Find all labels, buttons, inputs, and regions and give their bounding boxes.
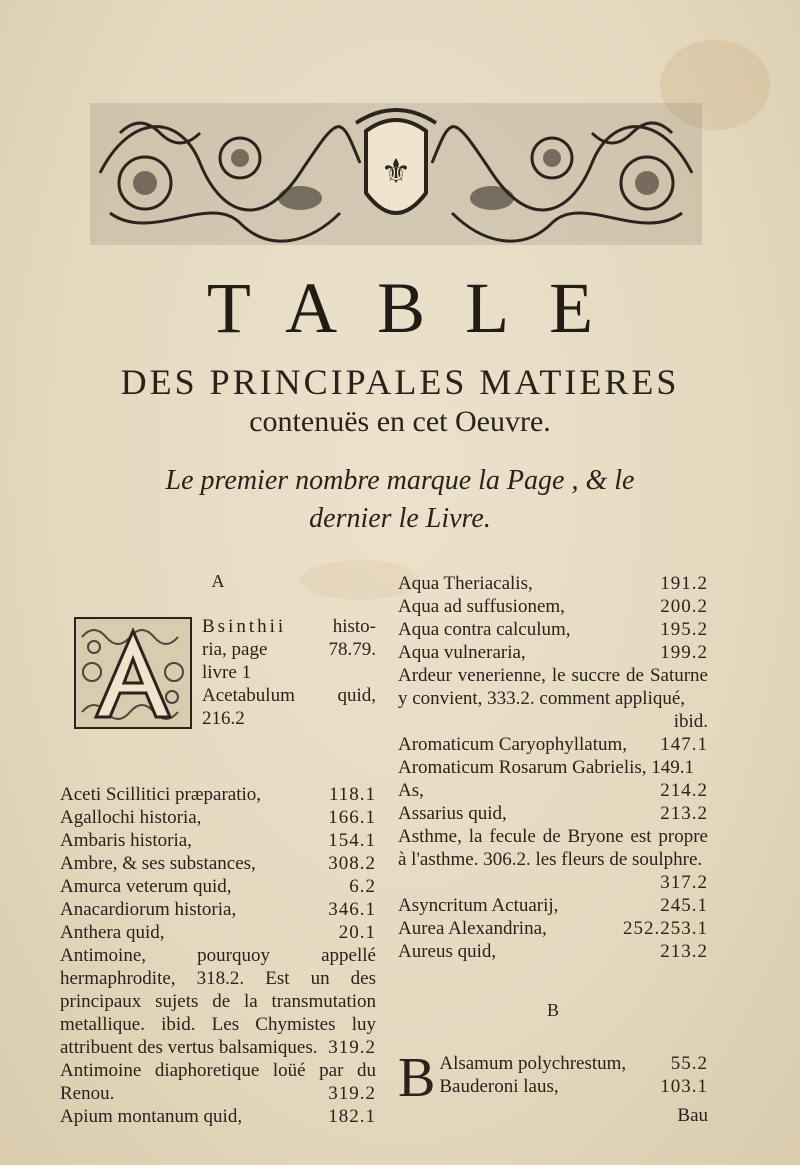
index-entry: Asyncritum Actuarij, 245.1: [398, 895, 708, 916]
index-entry-antimoine-diaphoretique: Antimoine diaphoretique loüé par du Renou. 319.2: [60, 1060, 376, 1104]
index-entry: Aqua vulneraria, 199.2: [398, 642, 708, 663]
index-entry: Amurca veterum quid, 6.2: [60, 876, 376, 897]
index-entry-asthme: Asthme, la fecule de Bryone est propre à l'asthme. 306.2. les fleurs de soulphre. 317.2: [398, 826, 708, 893]
catchword: Bau: [677, 1105, 708, 1126]
note: [90, 462, 710, 538]
section-b-block: [398, 1047, 708, 1127]
index-entry: As, 214.2: [398, 780, 708, 801]
index-entry: Aqua ad suffusionem, 200.2: [398, 596, 708, 617]
dropcap-line: ria, page 78.79.: [202, 639, 376, 660]
ornamental-headpiece: [90, 103, 702, 245]
page-title: TABLE: [206, 268, 634, 348]
index-entry: Apium montanum quid, 182.1: [60, 1106, 376, 1127]
dropcap-block: [60, 615, 376, 783]
index-entry-ardeur: Ardeur venerienne, le succre de Saturne y convient, 333.2. comment appliqué, ibid.: [398, 665, 708, 732]
index-entry: Assarius quid, 213.2: [398, 803, 708, 824]
svg-text:⚜: ⚜: [380, 152, 412, 192]
subtitle: DES PRINCIPALES MATIERES: [120, 362, 680, 402]
index-entry: Aurea Alexandrina, 252.253.1: [398, 918, 708, 939]
right-column: [398, 572, 708, 1127]
index-entry: Aureus quid, 213.2: [398, 941, 708, 962]
index-entry: Anacardiorum historia, 346.1: [60, 899, 376, 920]
index-entry: Alsamum polychrestum, 55.2: [439, 1053, 708, 1074]
decorated-initial-a: [74, 617, 192, 729]
dropcap-line: 216.2: [202, 708, 245, 729]
index-entry-aromaticum-rosarum: Aromaticum Rosarum Gabrielis, 149.1: [398, 757, 695, 778]
index-entry: Aqua contra calculum, 195.2: [398, 619, 708, 640]
initial-b: B: [398, 1047, 436, 1109]
index-entry-antimoine: Antimoine, pourquoy appellé hermaphrodite, 318.2. Est un des principaux sujets de la transmutation metallique. ibid. Les Chymistes luy attribuent des vertus balsamiques. 319.2: [60, 945, 376, 1058]
index-entry: Ambre, & ses substances, 308.2: [60, 853, 376, 874]
dropcap-line: Acetabulum quid,: [202, 685, 376, 706]
dropcap-line: Bsinthii histo-: [202, 616, 376, 637]
index-entry: Ambaris historia, 154.1: [60, 830, 376, 851]
dropcap-line: livre 1: [202, 662, 252, 683]
left-column: [60, 570, 376, 1128]
note-line-1: Le premier nombre marque la Page , & le: [165, 465, 635, 496]
index-entry: Agallochi historia, 166.1: [60, 807, 376, 828]
section-letter-a: A: [211, 571, 225, 591]
index-entry: Bauderoni laus, 103.1: [439, 1076, 708, 1097]
index-entry: Aromaticum Caryophyllatum, 147.1: [398, 734, 708, 755]
index-entry: Anthera quid, 20.1: [60, 922, 376, 943]
note-line-2: dernier le Livre.: [309, 503, 491, 534]
dropcap-text: [202, 615, 376, 730]
section-letter-b: B: [546, 1000, 559, 1020]
subtitle-line-2: contenuës en cet Oeuvre.: [249, 405, 551, 438]
index-entry: Aqua Theriacalis, 191.2: [398, 573, 708, 594]
index-entry: Aceti Scillitici præparatio, 118.1: [60, 784, 376, 805]
